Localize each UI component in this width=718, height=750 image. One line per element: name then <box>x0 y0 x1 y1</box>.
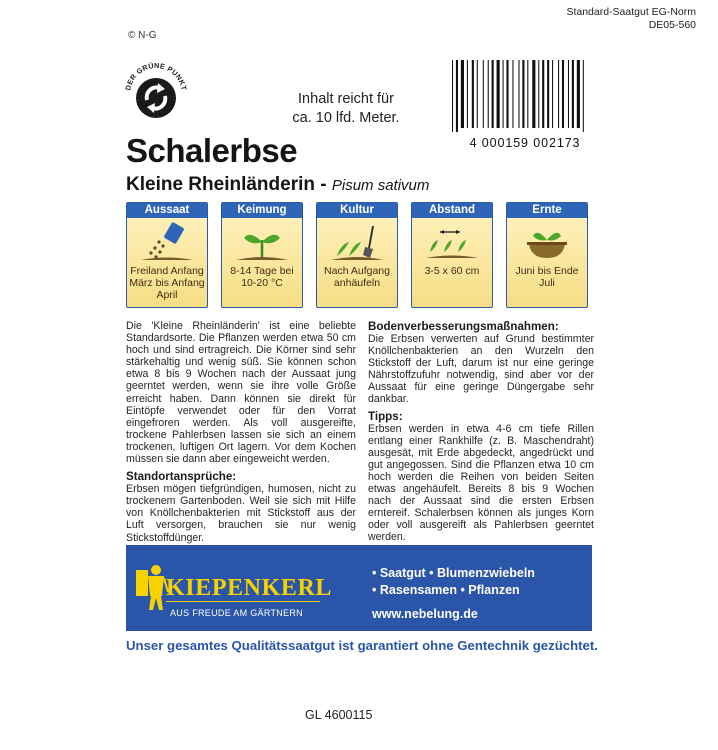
barcode-bar <box>547 60 549 128</box>
norm-line-2: DE05-560 <box>648 19 696 31</box>
card-keimung-value: 8-14 Tage bei 10-20 °C <box>230 265 294 289</box>
barcode-bar <box>483 60 484 128</box>
product-title: Schalerbse <box>126 132 298 169</box>
norm-line-1: Standard-Saatgut EG-Norm <box>566 6 696 18</box>
gmo-free-guarantee: Unser gesamtes Qualitätssaatgut ist garantiert ohne Gentechnik gezüchtet. <box>126 638 598 653</box>
intro-paragraph: Die 'Kleine Rheinländerin' ist eine beliebte Standardsorte. Die Pflanzen werden etwa 50 cm hoch und sind ertragreich. Die Körner sind sehr stärkehaltig und wenig süß. Sie können schon etwa 8 bis 9 Wochen nach der Aussaat jung geerntet werden, wenn sie ihre volle Größe erreicht haben. Dann können sie direkt für Eintöpfe verwendet oder für den Vorrat eingefroren werden. Als voll ausgereifte, trockene Pahlerbsen lassen sie sich an einem trockenen, luftigen Ort lagern. Vor dem Kochen müssen sie dann aber eingeweicht werden. <box>126 320 356 466</box>
location-heading: Standortansprüche: <box>126 470 237 484</box>
barcode-bar <box>467 60 468 128</box>
barcode-bar <box>503 60 504 128</box>
card-aussaat-head: Aussaat <box>127 203 207 218</box>
seed-packet-icon <box>137 222 197 262</box>
card-aussaat-value: Freiland Anfang März bis Anfang April <box>129 265 205 301</box>
seed-standard-label <box>566 6 696 32</box>
brand-divider <box>166 601 320 602</box>
card-ernte-value: Juni bis Ende Juli <box>515 265 579 289</box>
shovel-plants-icon <box>327 222 387 262</box>
soil-paragraph: Die Erbsen verwerten auf Grund bestimmter Knöllchenbakterien an den Wurzeln den Stickstoff der Luft, darum ist nur eine geringe Nährstoffzufuhr notwendig, sind aber vor der Aussaat für eine geringe Düngergabe sehr dankbar. <box>368 333 594 406</box>
tips-heading: Tipps: <box>368 409 403 423</box>
brand-website-link[interactable]: www.nebelung.de <box>372 607 478 621</box>
latin-name: Pisum sativum <box>331 177 430 194</box>
brand-slogan: AUS FREUDE AM GÄRTNERN <box>170 608 303 618</box>
barcode-bar <box>583 60 584 132</box>
barcode-bar <box>532 60 535 128</box>
card-kultur <box>316 202 398 308</box>
barcode-bar <box>461 60 464 128</box>
brand-products-line-1: • Saatgut • Blumenzwiebeln <box>372 566 535 580</box>
barcode-bar <box>518 60 519 128</box>
brand-name: KIEPENKERL <box>166 575 333 601</box>
subtitle-separator: - <box>314 174 332 195</box>
svg-text:DER GRÜNE PUNKT: DER GRÜNE PUNKT <box>123 60 189 92</box>
variety-name: Kleine Rheinländerin <box>126 174 315 195</box>
soil-heading: Bodenverbesserungsmaßnahmen: <box>368 320 559 333</box>
barcode-bar <box>472 60 474 128</box>
barcode-bar <box>577 60 580 128</box>
barcode-bar <box>552 60 553 128</box>
harvest-bowl-icon <box>517 222 577 262</box>
barcode <box>450 60 600 132</box>
barcode-bar <box>568 60 569 128</box>
barcode-digits: 4 000159 002173 <box>469 136 581 150</box>
barcode-bar <box>527 60 528 128</box>
copyright-mark: © N-G <box>128 30 157 41</box>
card-ernte-head: Ernte <box>507 203 587 218</box>
card-abstand-value: 3-5 x 60 cm <box>424 265 480 277</box>
gl-code: GL 4600115 <box>305 708 373 722</box>
barcode-bar <box>538 60 539 128</box>
description-right-column <box>368 320 594 560</box>
barcode-bar <box>522 60 524 128</box>
content-hint <box>276 90 416 128</box>
barcode-bar <box>477 60 478 128</box>
barcode-bar <box>452 60 453 132</box>
barcode-bar <box>488 60 489 128</box>
barcode-bar <box>497 60 500 128</box>
card-keimung <box>221 202 303 308</box>
location-paragraph: Erbsen mögen tiefgründigen, humosen, nicht zu trockenem Gartenboden. Weil sie sich mit Hilfe von Knöllchenbakterien mit Stickstoff aus der Luft versorgen, brauchen sie nur wenig Stickstoffdünger. <box>126 483 356 544</box>
card-ernte <box>506 202 588 308</box>
seedling-icon <box>232 222 292 262</box>
barcode-bar <box>512 60 513 128</box>
barcode-bar <box>572 60 574 128</box>
barcode-bar <box>456 60 458 132</box>
barcode-bar <box>492 60 494 128</box>
barcode-bar <box>506 60 508 128</box>
green-dot-logo-icon <box>120 58 192 130</box>
spacing-icon <box>422 222 482 262</box>
barcode-bar <box>562 60 564 128</box>
product-subtitle <box>126 174 429 196</box>
tips-paragraph: Erbsen werden in etwa 4-6 cm tiefe Rillen entlang einer Rankhilfe (z. B. Maschendraht) ausgesät, mit Erde abgedeckt, angedrückt und gut angegossen. Sind die Pflanzen etwa 10 cm hoch werden die Reihen von beiden Seiten etwas angehäufelt. Bereits 8 bis 9 Wochen nach der Aussaat sind die ersten Erbsen erntereif. Schalerbsen können als junges Korn oder voll ausgereift als Pahlerbsen geerntet werden. <box>368 422 594 544</box>
card-abstand-head: Abstand <box>412 203 492 218</box>
description-left-column <box>126 320 356 544</box>
content-hint-line-2: ca. 10 lfd. Meter. <box>292 110 400 126</box>
card-aussaat <box>126 202 208 308</box>
barcode-bar <box>542 60 544 128</box>
card-keimung-head: Keimung <box>222 203 302 218</box>
card-kultur-head: Kultur <box>317 203 397 218</box>
card-abstand <box>411 202 493 308</box>
brand-products-line-2: • Rasensamen • Pflanzen <box>372 583 520 597</box>
kiepenkerl-figure-icon <box>134 562 170 612</box>
barcode-bar <box>558 60 559 128</box>
content-hint-line-1: Inhalt reicht für <box>298 91 394 107</box>
card-kultur-value: Nach Aufgang anhäufeln <box>324 265 390 289</box>
